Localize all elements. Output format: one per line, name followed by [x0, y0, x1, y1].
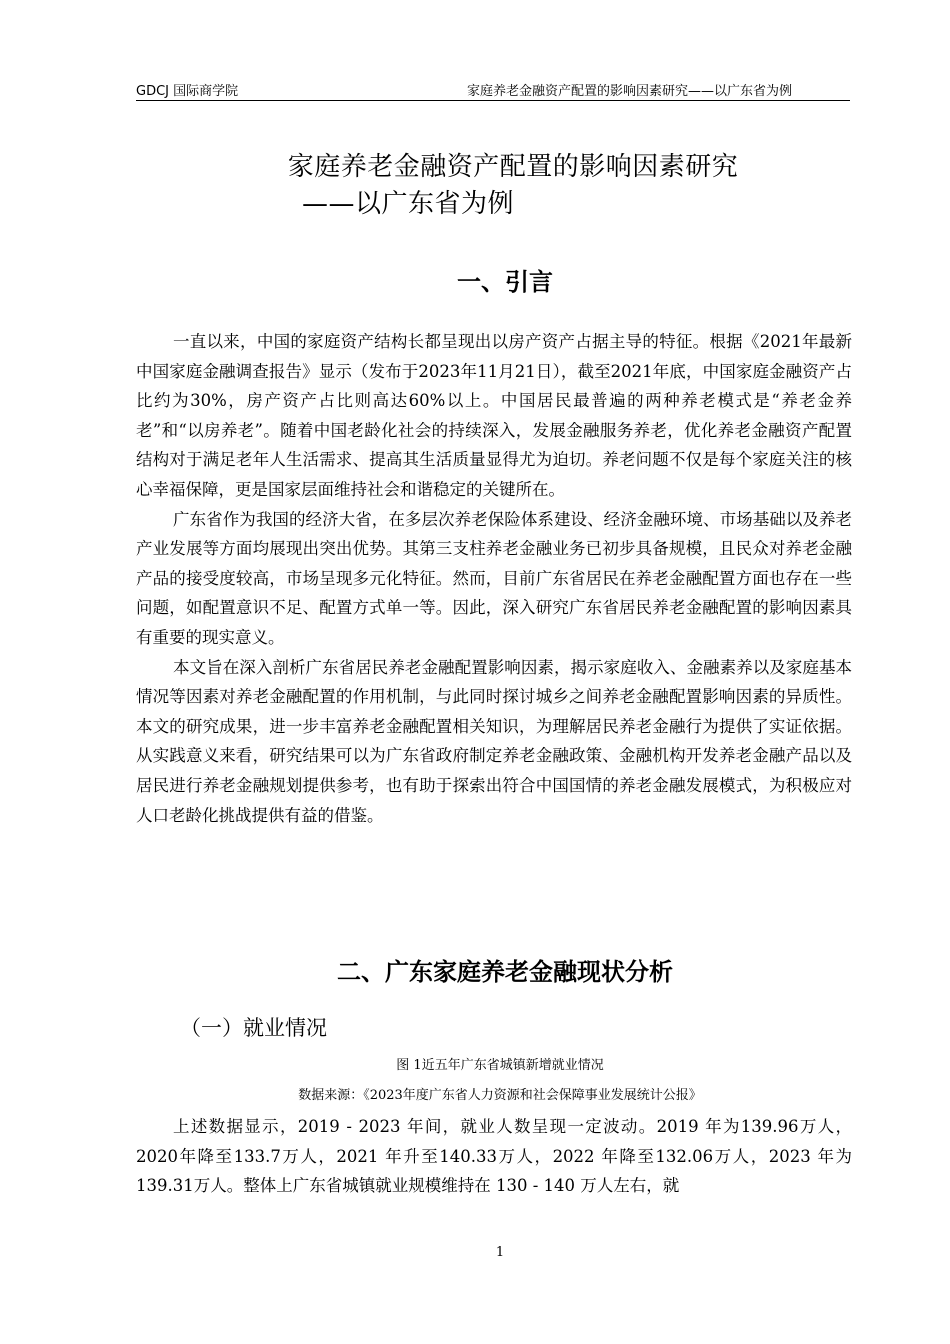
paragraph: 广东省作为我国的经济大省，在多层次养老保险体系建设、经济金融环境、市场基础以及养老产业发展等方面均展现出突出优势。其第三支柱养老金融业务已初步具备规模，且民众对养老金融产品的接受度较高，市场呈现多元化特征。然而，目前广东省居民在养老金融配置方面也存在一些问题，如配置意识不足、配置方式单一等。因此，深入研究广东省居民养老金融配置的影响因素具有重要的现实意义。: [136, 509, 852, 647]
section-heading-status: 二、广东家庭养老金融现状分析: [337, 958, 673, 986]
title-subtitle: ——以广东省为例: [302, 189, 515, 219]
paragraph: 本文旨在深入剖析广东省居民养老金融配置影响因素，揭示家庭收入、金融素养以及家庭基本情况等因素对养老金融配置的作用机制，与此同时探讨城乡之间养老金融配置影响因素的异质性。本文的研究成果，进一步丰富养老金融配置相关知识，为理解居民养老金融行为提供了实证依据。从实践意义来看，研究结果可以为广东省政府制定养老金融政策、金融机构开发养老金融产品以及居民进行养老金融规划提供参考，也有助于探索出符合中国国情的养老金融发展模式，为积极应对人口老龄化挑战提供有益的借鉴。: [136, 657, 852, 825]
header-running-title: 家庭养老金融资产配置的影响因素研究——以广东省为例: [466, 84, 792, 99]
subsection-heading-employment: （一）就业情况: [180, 1016, 327, 1040]
section-heading-introduction: 一、引言: [457, 268, 553, 296]
section-employment-body: [136, 1112, 852, 1201]
title-main: 家庭养老金融资产配置的影响因素研究: [287, 152, 739, 182]
header-institution: GDCJ 国际商学院: [136, 84, 239, 99]
paragraph: 上述数据显示，2019 - 2023 年间，就业人数呈现一定波动。2019 年为139.96万人，2020年降至133.7万人，2021 年升至140.33万人，2022 年降至132.06万人，2023 年为139.31万人。整体上广东省城镇就业规模维持在 130 - 140 万人左右，就: [136, 1117, 852, 1196]
figure-source: 数据来源：《2023年度广东省人力资源和社会保障事业发展统计公报》: [298, 1088, 702, 1103]
section-introduction-body: [136, 327, 852, 830]
document-title: [0, 146, 950, 220]
page-header: [136, 78, 850, 101]
figure-caption: 图 1近五年广东省城镇新增就业情况: [396, 1058, 604, 1073]
paragraph: 一直以来，中国的家庭资产结构长都呈现出以房产资产占据主导的特征。根据《2021年最新中国家庭金融调查报告》显示（发布于2023年11月21日），截至2021年底，中国家庭金融资产占比约为30%，房产资产占比则高达60%以上。中国居民最普遍的两种养老模式是“养老金养老”和“以房养老”。随着中国老龄化社会的持续深入，发展金融服务养老，优化养老金融资产配置结构对于满足老年人生活需求、提高其生活质量显得尤为迫切。养老问题不仅是每个家庭关注的核心幸福保障，更是国家层面维持社会和谐稳定的关键所在。: [136, 332, 852, 499]
page-number: 1: [495, 1245, 505, 1260]
